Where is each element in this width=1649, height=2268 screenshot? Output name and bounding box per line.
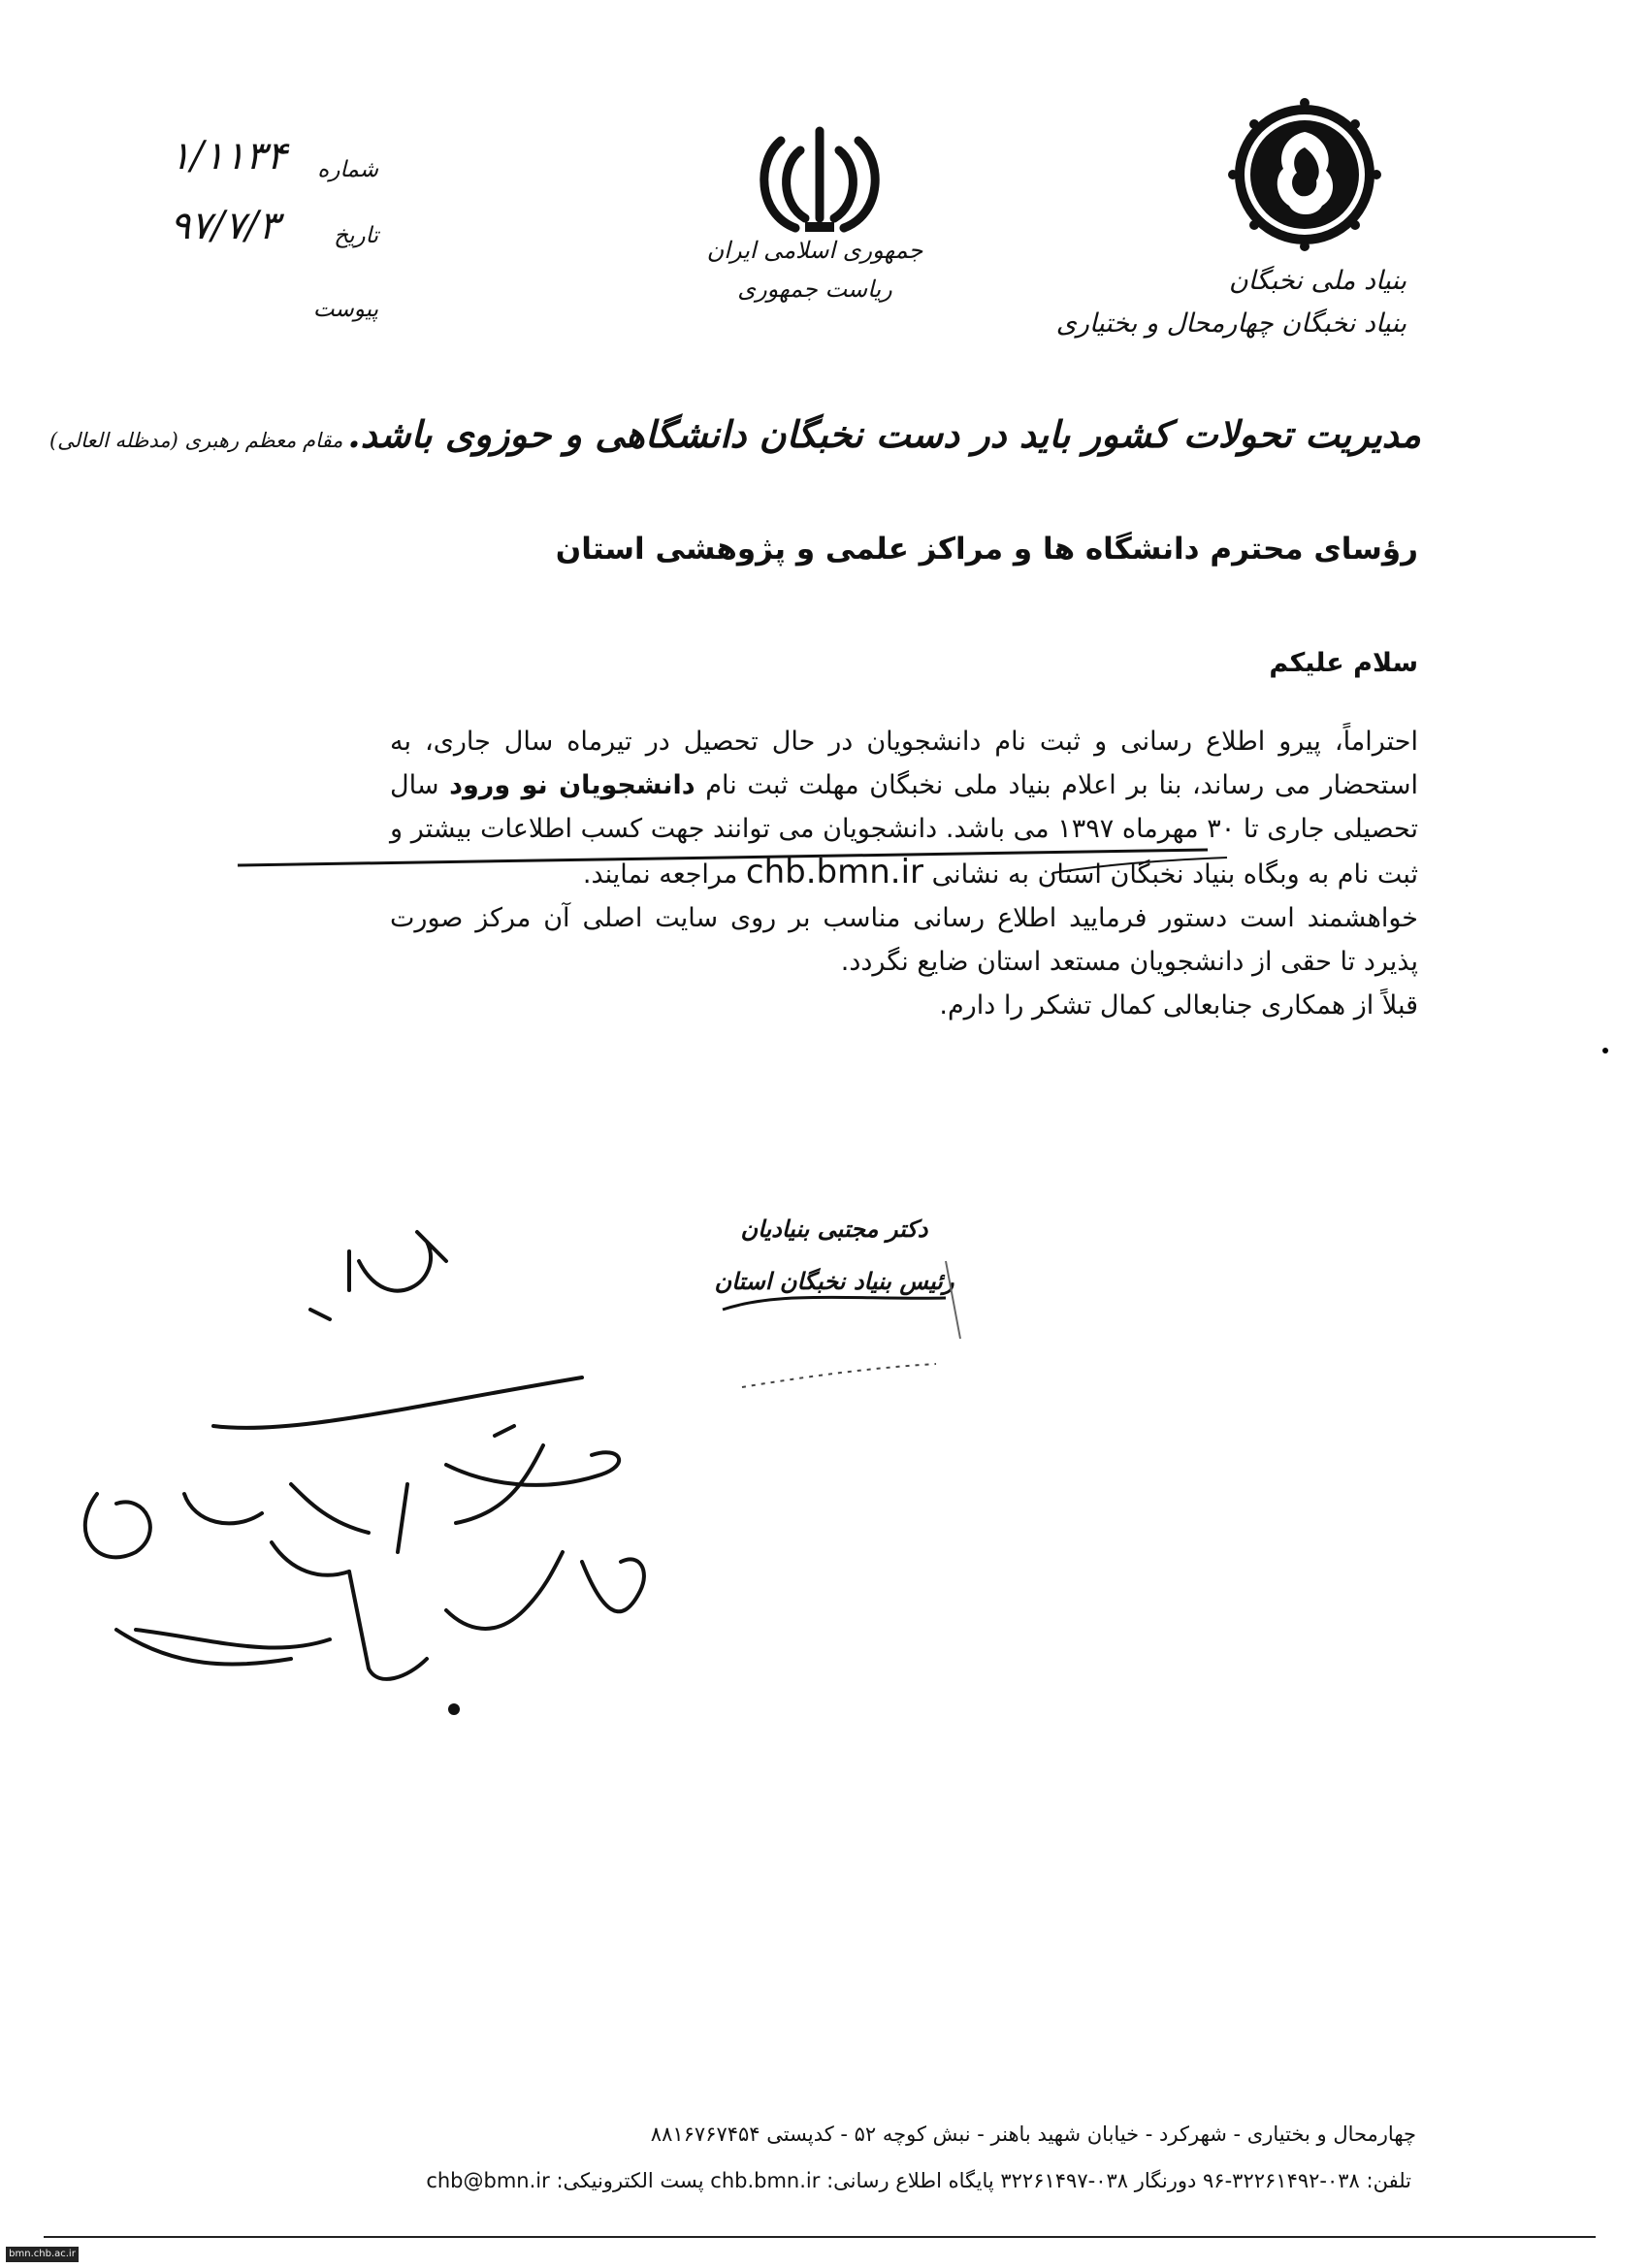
slogan-text: مدیریت تحولات کشور باید در دست نخبگان دانشگاهی و حوزوی باشد. — [347, 412, 1421, 456]
fax-label: دورنگار — [1134, 2169, 1197, 2192]
handwritten-note-icon — [39, 1203, 737, 1766]
paragraph-2: خواهشمند است دستور فرمایید اطلاع رسانی مناسب بر روی سایت اصلی آن مرکز صورت پذیرد تا حقی از دانشجویان مستعد استان ضایع نگردد. — [390, 903, 1418, 977]
footer-divider — [44, 2236, 1596, 2238]
body-underline-marks — [199, 795, 1266, 883]
emblem-line-2: ریاست جمهوری — [737, 275, 892, 303]
foundation-branch: بنیاد نخبگان چهارمحال و بختیاری — [1055, 308, 1406, 339]
attachment-label: پیوست — [312, 297, 378, 322]
national-emblem-icon — [752, 121, 888, 238]
watermark-badge: bmn.chb.ac.ir — [6, 2247, 79, 2262]
paragraph-1-part-c: مراجعه نمایند. — [582, 859, 738, 890]
phone-number: ۰۳۸-۳۲۲۶۱۴۹۲-۹۶ — [1203, 2169, 1360, 2192]
phone-label: تلفن: — [1366, 2169, 1411, 2192]
slogan-attribution: مقام معظم رهبری (مدظله العالی) — [48, 429, 343, 452]
paragraph-1-part-b: سال تحصیلی جاری تا ۳۰ مهرماه ۱۳۹۷ می باشد. دانشجویان می توانند جهت کسب اطلاعات بیشتر و ثبت نام به وبگاه بنیاد نخبگان استان به نشانی — [390, 770, 1418, 890]
emblem-line-1: جمهوری اسلامی ایران — [706, 237, 923, 264]
number-label: شماره — [317, 157, 378, 182]
greeting: سلام علیکم — [1269, 648, 1418, 678]
margin-dot — [1602, 1048, 1608, 1053]
signer-name: دکتر مجتبی بنیادیان — [740, 1215, 928, 1243]
fax-number: ۰۳۸-۳۲۲۶۱۴۹۷ — [1000, 2169, 1129, 2192]
email-link[interactable]: chb@bmn.ir — [426, 2169, 550, 2192]
recipient: رؤسای محترم دانشگاه ها و مراکز علمی و پژوهشی استان — [555, 532, 1418, 567]
footer-address: چهارمحال و بختیاری - شهرکرد - خیابان شهید باهنر - نبش کوچه ۵۲ - کدپستی ۸۸۱۶۷۶۷۴۵۴ — [650, 2122, 1416, 2146]
footer-contacts — [426, 2169, 1411, 2192]
signature-stroke-icon — [703, 1251, 985, 1416]
foundation-name-block — [1056, 260, 1406, 345]
signer-title: رئیس بنیاد نخبگان استان — [714, 1267, 954, 1295]
slogan — [49, 412, 1421, 456]
highlight-new-students: دانشجویان نو ورود — [449, 770, 695, 800]
date-label: تاریخ — [334, 223, 378, 248]
emblem-caption — [679, 231, 951, 308]
paragraph-3: قبلاً از همکاری جنابعالی کمال تشکر را دارم. — [939, 990, 1418, 1021]
portal-link[interactable]: chb.bmn.ir — [710, 2169, 821, 2192]
foundation-logo-icon — [1227, 97, 1382, 252]
paragraph-1-part-a: احتراماً، پیرو اطلاع رسانی و ثبت نام دانشجویان در حال تحصیل در تیرماه سال جاری، به استحضار می رساند، بنا بر اعلام بنیاد ملی نخبگان مهلت ثبت نام — [390, 727, 1418, 800]
date-value: ۹۷/۷/۳ — [170, 204, 279, 248]
foundation-name: بنیاد ملی نخبگان — [1228, 266, 1406, 296]
number-value: ۱/۱۱۳۴ — [170, 134, 287, 178]
email-label: پست الکترونیکی: — [556, 2169, 704, 2192]
website-link[interactable]: chb.bmn.ir — [745, 853, 923, 891]
portal-label: پایگاه اطلاع رسانی: — [826, 2169, 994, 2192]
